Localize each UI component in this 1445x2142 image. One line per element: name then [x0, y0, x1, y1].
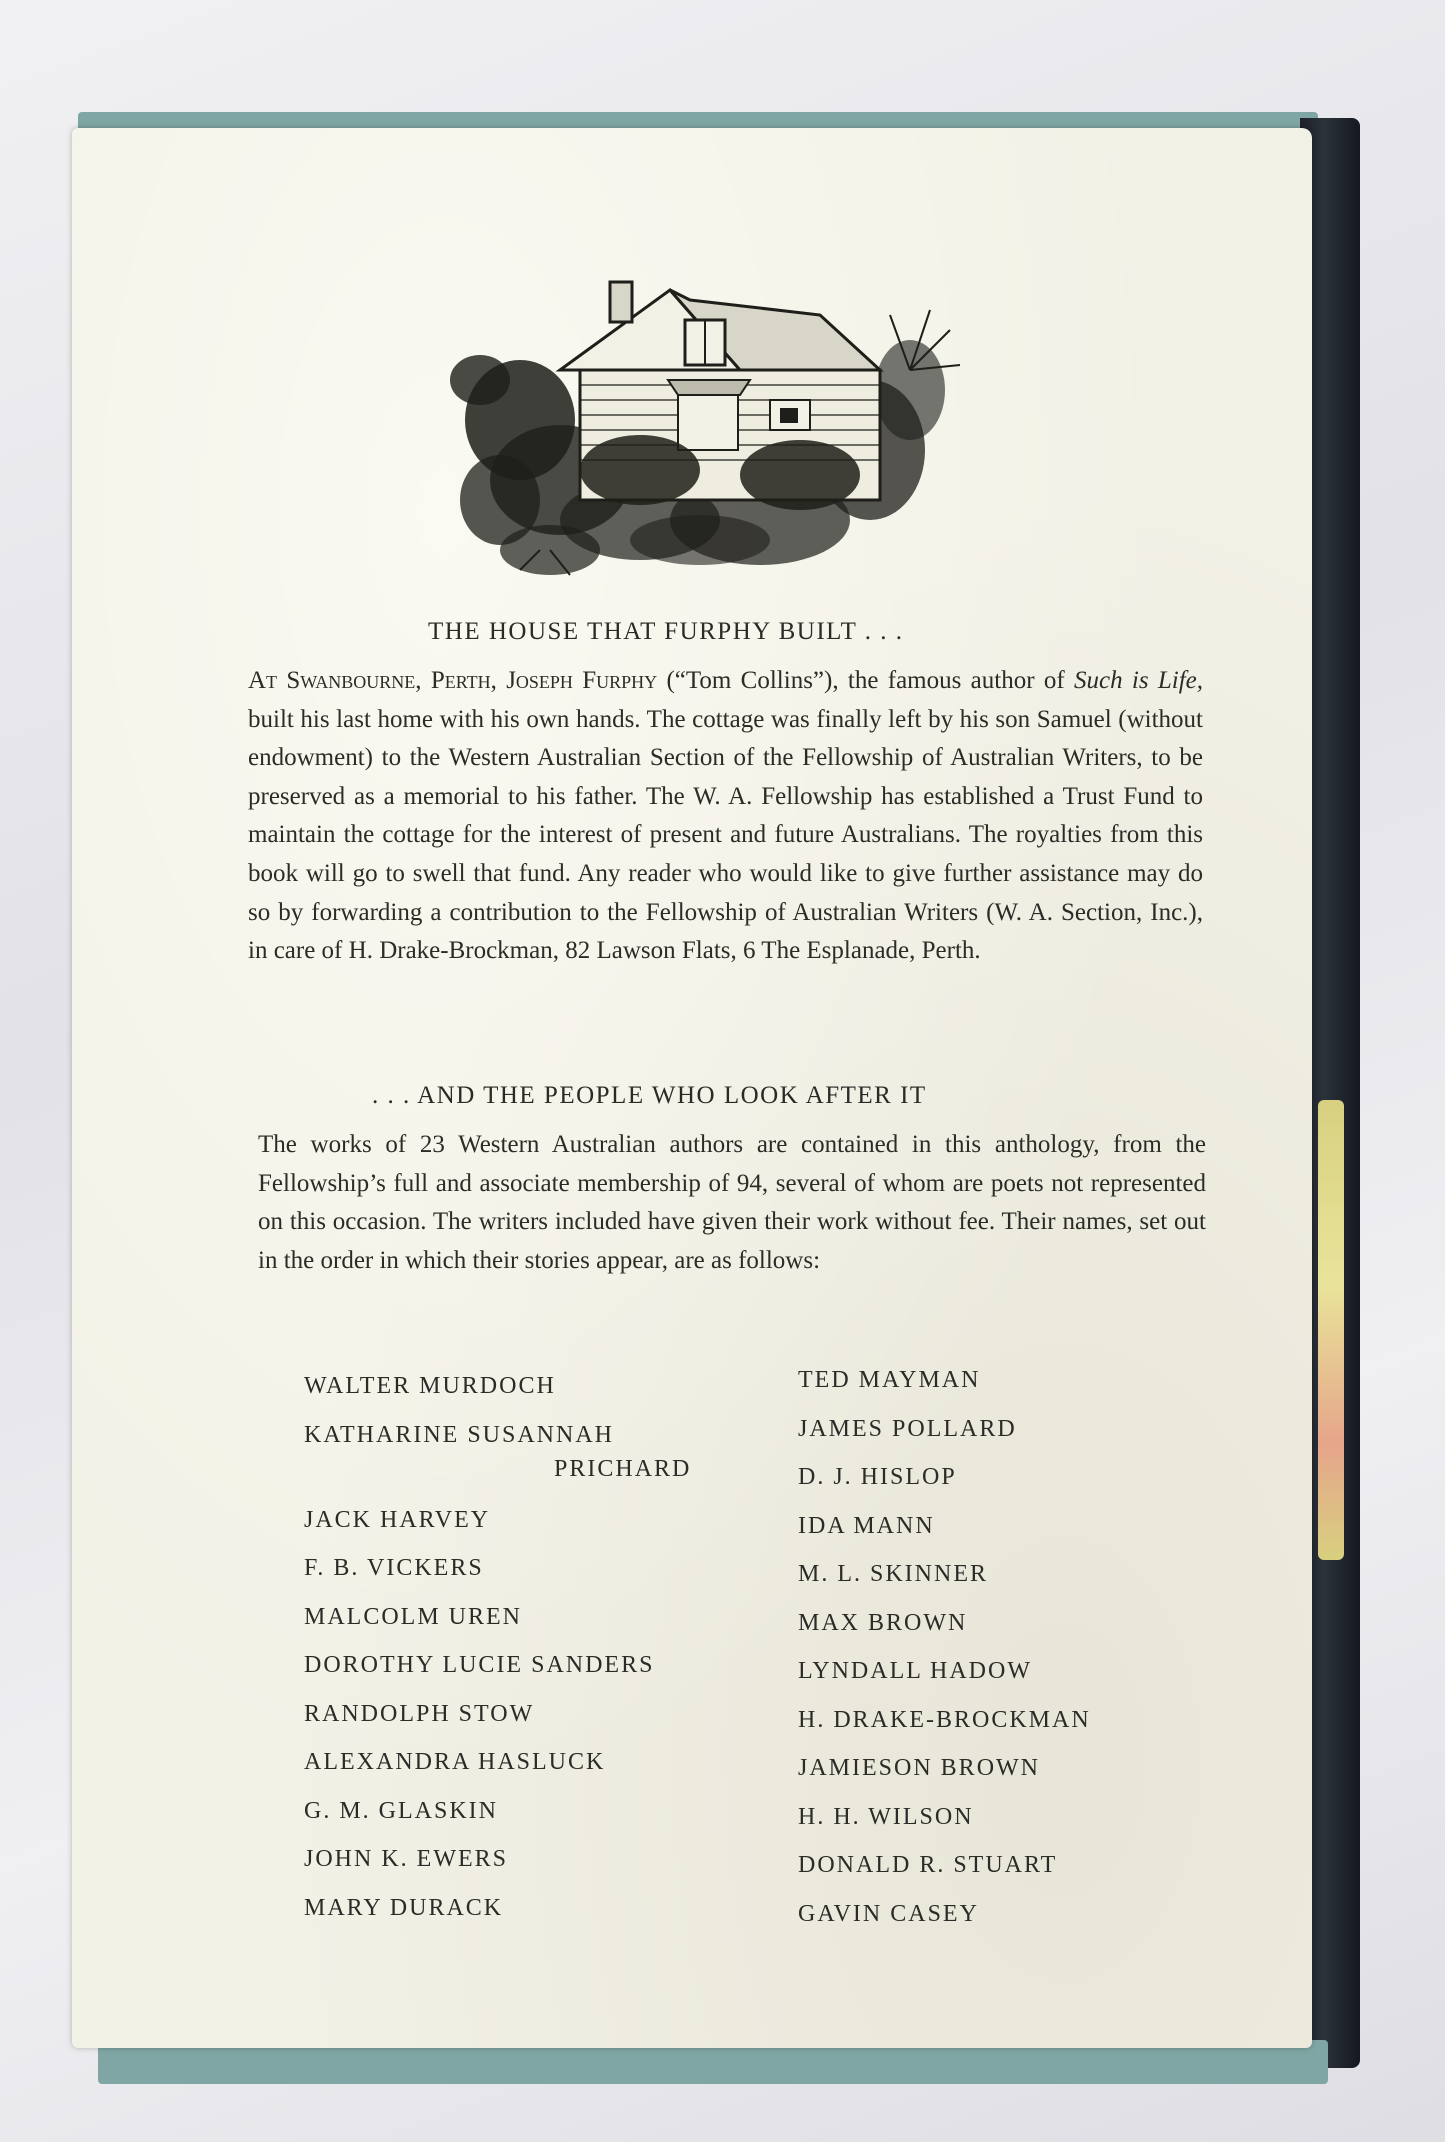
- author-name: [304, 1411, 691, 1496]
- paragraph-lead-smallcaps: At Swanbourne, Perth, Joseph Furphy: [248, 667, 658, 694]
- author-name: G. M. GLASKIN: [304, 1797, 498, 1824]
- section-heading-people: . . . AND THE PEOPLE WHO LOOK AFTER IT: [372, 1082, 927, 1109]
- author-name: LYNDALL HADOW: [798, 1658, 1032, 1684]
- author-name: H. H. WILSON: [798, 1803, 974, 1830]
- author-name: GAVIN CASEY: [798, 1900, 979, 1927]
- author-name: DONALD R. STUART: [798, 1852, 1058, 1878]
- author-name: RANDOLPH STOW: [304, 1700, 535, 1727]
- author-name: TED MAYMAN: [798, 1367, 981, 1393]
- author-name: JAMIESON BROWN: [798, 1755, 1041, 1781]
- author-name: JOHN K. EWERS: [304, 1846, 508, 1872]
- author-name: M. L. SKINNER: [798, 1561, 989, 1587]
- author-name-first-line: KATHARINE SUSANNAH: [304, 1421, 615, 1448]
- author-name: JACK HARVEY: [304, 1506, 491, 1533]
- author-name: WALTER MURDOCH: [304, 1373, 556, 1399]
- authors-list-left: [304, 1362, 691, 1932]
- section-heading-house: THE HOUSE THAT FURPHY BUILT . . .: [428, 618, 904, 645]
- author-name: MAX BROWN: [798, 1609, 968, 1636]
- paragraph-house-description: [248, 662, 1203, 971]
- paragraph-text-before-title: (“Tom Collins”), the famous author of: [657, 667, 1074, 694]
- paragraph-authors-intro: The works of 23 Western Australian authors are contained in this anthology, from the Fellowship’s full and associate membership of 94, several of whom are poets not represented on this occasion. The writers included have given their work without fee. Their names, set out in the order in which their stories appear, are as follows:: [258, 1131, 1206, 1274]
- paragraph-text-after-title: built his last home with his own hands. The cottage was finally left by his son Samuel (without endowment) to the Western Australian Section of the Fellowship of Australian Writers, to be preserved as a memorial to his father. The W. A. Fellowship has established a Trust Fund to maintain the cottage for the interest of present and future Australians. The royalties from this book will go to swell that fund. Any reader who would like to give further assistance may do so by forwarding a contribution to the Fellowship of Australian Writers (W. A. Section, Inc.), in care of H. Drake-Brockman, 82 Lawson Flats, 6 The Esplanade, Perth.: [248, 705, 1203, 965]
- author-name: ALEXANDRA HASLUCK: [304, 1749, 606, 1775]
- author-name: MALCOLM UREN: [304, 1603, 523, 1630]
- author-name: IDA MANN: [798, 1512, 935, 1539]
- cottage-illustration: [440, 270, 980, 580]
- author-name: F. B. VICKERS: [304, 1555, 484, 1581]
- book-title-such-is-life: Such is Life,: [1073, 667, 1203, 694]
- authors-list-right: [798, 1356, 1091, 1938]
- author-name: MARY DURACK: [304, 1894, 504, 1921]
- author-name: JAMES POLLARD: [798, 1415, 1017, 1442]
- author-name: DOROTHY LUCIE SANDERS: [304, 1652, 655, 1678]
- author-name: H. DRAKE-BROCKMAN: [798, 1706, 1091, 1733]
- spine-color-band: [1318, 1100, 1344, 1560]
- author-name-second-line: PRICHARD: [554, 1455, 692, 1482]
- author-name: D. J. HISLOP: [798, 1464, 957, 1490]
